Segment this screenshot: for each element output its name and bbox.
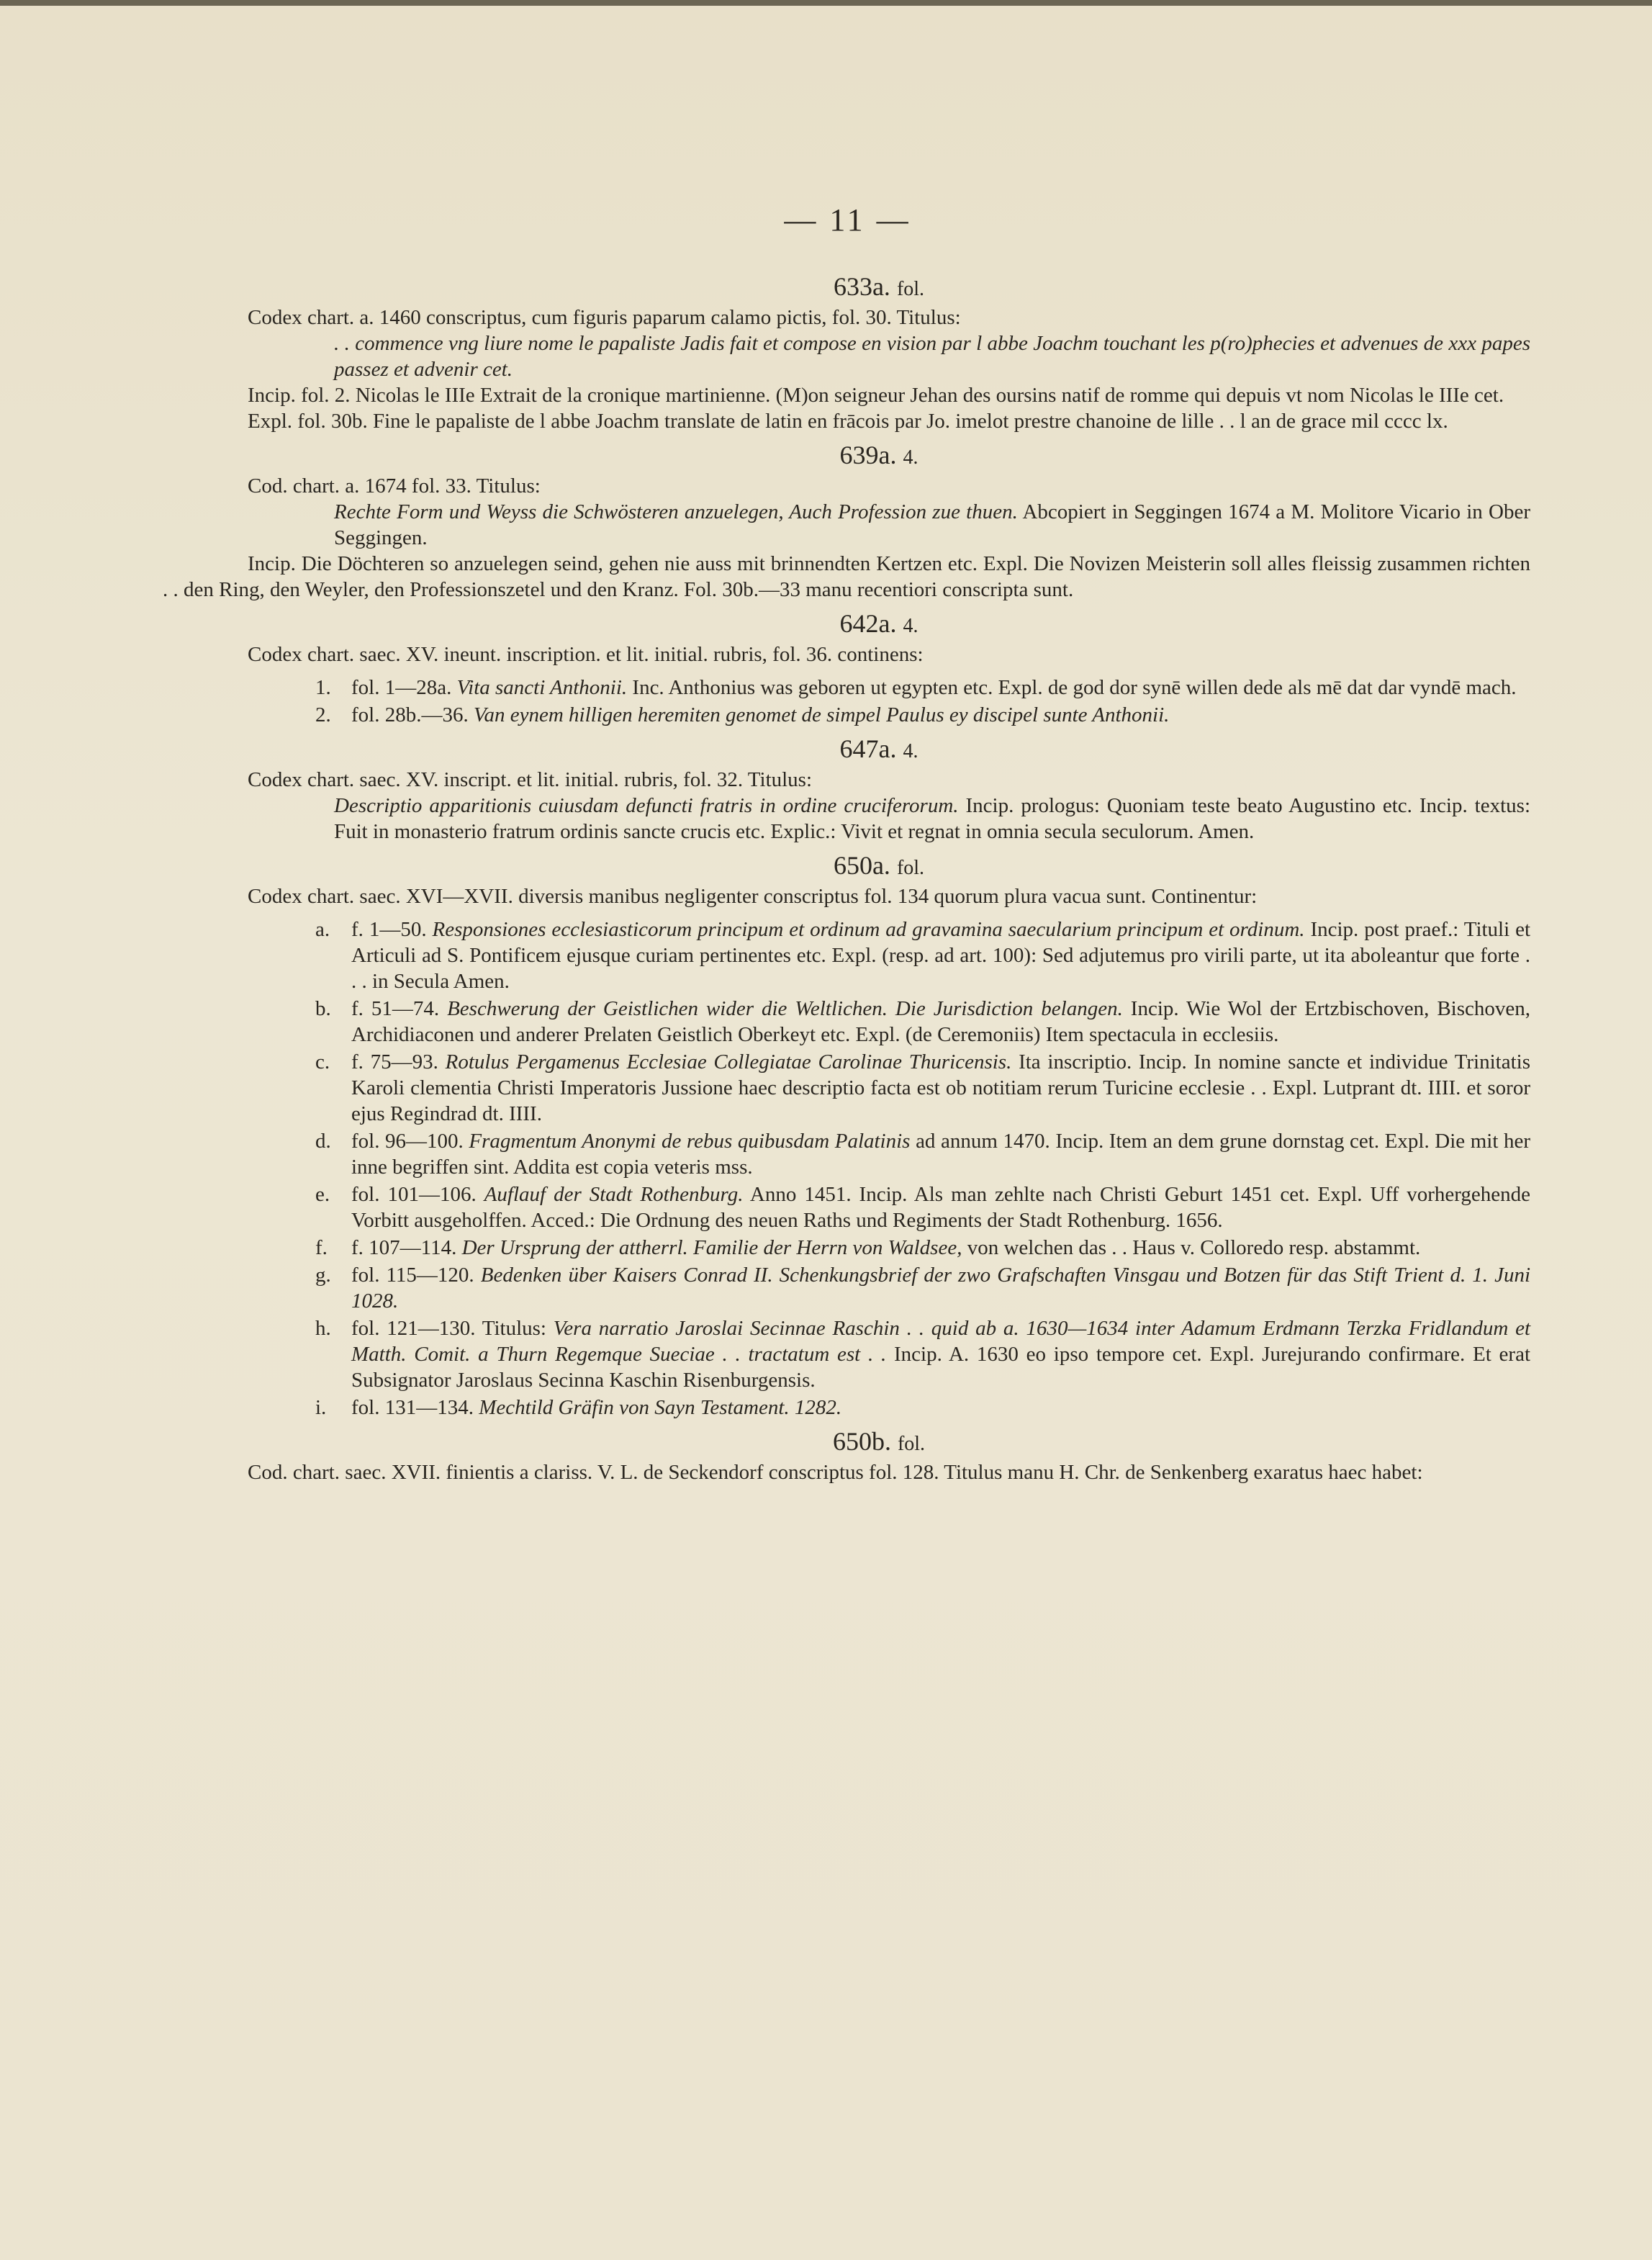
item-text: Incip. Wie Wol der Ertzbischoven, Bischoven, Archidiaconen und anderer Prelaten Geistlich Oberkeyt etc. Expl. (de Ceremoniis) Item spectacula in ecclesiis. — [351, 997, 1530, 1046]
entry-description: Codex chart. a. 1460 conscriptus, cum figuris paparum calamo pictis, fol. 30. Titulus: — [248, 306, 961, 329]
entry-number: 639a. — [839, 441, 897, 469]
item-title: Responsiones ecclesiasticorum principum et ordinum ad gravamina saecularium principum et ordinum. — [432, 918, 1305, 941]
entry-incipit: Incip. Die Döchteren so anzuelegen seind, gehen nie auss mit brinnendten Kertzen etc. Expl. Die Novizen Meisterin soll alles fleissig zusammen richten . . den Ring, den Weyler, den Professionszetel und den Kranz. Fol. 30b.—33 manu recentiori conscripta sunt. — [163, 552, 1530, 601]
item-marker: f. — [315, 1236, 328, 1259]
item-marker: h. — [315, 1317, 331, 1340]
entry-title-quote — [163, 793, 1530, 845]
entry-number: 642a. — [839, 609, 897, 638]
entry-format: fol. — [896, 857, 925, 879]
list-item — [163, 1235, 1530, 1261]
item-marker: a. — [315, 918, 330, 941]
entry-number: 650a. — [833, 851, 890, 880]
entry-heading — [163, 440, 1530, 470]
entry-format: fol. — [897, 1433, 926, 1455]
item-marker: d. — [315, 1130, 331, 1153]
entry-title-italic: Descriptio apparitionis cuiusdam defuncti fratris in ordine cruciferorum. — [334, 794, 959, 817]
list-item — [163, 1181, 1530, 1233]
item-folio: fol. 1—28a. — [351, 676, 452, 699]
item-text: von welchen das . . Haus v. Colloredo resp. abstammt. — [967, 1236, 1421, 1259]
list-item — [163, 1049, 1530, 1127]
entry-format: 4. — [903, 615, 918, 637]
item-text: Incip. A. 1630 eo ipso tempore cet. Expl. Jurejurando confirmare. Et erat Subsignator Jaroslaus Secinna Kaschin Risenburgensis. — [351, 1343, 1531, 1392]
entry-heading — [163, 1426, 1530, 1457]
item-folio: f. 75—93. — [351, 1050, 438, 1073]
entry-title-italic: Rechte Form und Weyss die Schwösteren anzuelegen, Auch Profession zue thuen. — [334, 500, 1018, 523]
entry-description: Cod. chart. saec. XVII. finientis a clariss. V. L. de Seckendorf conscriptus fol. 128. Titulus manu H. Chr. de Senkenberg exaratus haec habet: — [248, 1461, 1423, 1484]
entry-explicit: Expl. fol. 30b. Fine le papaliste de l abbe Joachm translate de latin en frācois par Jo. imelot prestre chanoine de lille . . l an de grace mil cccc lx. — [248, 410, 1448, 433]
entry-650a — [163, 850, 1530, 1421]
entry-description: Cod. chart. a. 1674 fol. 33. Titulus: — [248, 474, 541, 498]
entry-number: 650b. — [832, 1427, 891, 1456]
entry-650b — [163, 1426, 1530, 1485]
item-title: Beschwerung der Geistlichen wider die Weltlichen. Die Jurisdiction belangen. — [447, 997, 1123, 1020]
entry-number: 647a. — [839, 734, 897, 763]
item-marker: e. — [315, 1183, 330, 1206]
item-title: Vera narratio Jaroslai Secinnae Raschin . . quid ab a. 1630—1634 inter Adamum Erdmann Terzka Fridlandum et Matth. Comit. a Thurn Regemque Sueciae . . tractatum est . . — [351, 1317, 1531, 1366]
item-title: Mechtild Gräfin von Sayn Testament. 1282. — [479, 1396, 842, 1419]
item-marker: i. — [315, 1396, 327, 1419]
item-title: Auflauf der Stadt Rothenburg. — [484, 1183, 744, 1206]
item-title: Bedenken über Kaisers Conrad II. Schenkungsbrief der zwo Grafschaften Vinsgau und Botzen für das Stift Trient d. 1. Juni 1028. — [351, 1264, 1531, 1313]
entry-format: 4. — [903, 446, 918, 469]
entry-format: 4. — [903, 740, 918, 762]
list-item — [163, 917, 1530, 994]
item-title: Vita sancti Anthonii. — [456, 676, 628, 699]
item-folio: fol. 121—130. Titulus: — [351, 1317, 546, 1340]
list-item — [163, 996, 1530, 1048]
page-number: — 11 — — [784, 202, 911, 238]
entry-639a — [163, 440, 1530, 603]
item-folio: fol. 115—120. — [351, 1264, 474, 1287]
list-item — [163, 1395, 1530, 1421]
item-marker: 1. — [315, 676, 331, 699]
list-item — [163, 1262, 1530, 1314]
entry-title-note: Abcopiert in Seggingen 1674 a M. Molitore Vicario in Ober Seggingen. — [334, 500, 1530, 549]
page-top-edge — [0, 0, 1652, 6]
item-marker: c. — [315, 1050, 330, 1073]
item-marker: b. — [315, 997, 331, 1020]
entry-heading — [163, 271, 1530, 302]
list-item — [163, 1315, 1530, 1393]
item-folio: fol. 131—134. — [351, 1396, 474, 1419]
page-content — [163, 202, 1530, 1485]
entry-heading — [163, 850, 1530, 881]
item-marker: 2. — [315, 703, 331, 726]
item-marker: g. — [315, 1264, 331, 1287]
item-title: Rotulus Pergamenus Ecclesiae Collegiatae Carolinae Thuricensis. — [445, 1050, 1012, 1073]
entry-heading — [163, 608, 1530, 639]
item-text: Anno 1451. Incip. Als man zehlte nach Christi Geburt 1451 cet. Expl. Uff vorhergehende Vorbitt ausgeholffen. Acced.: Die Ordnung des neuen Raths und Regiments der Stadt Rothenburg. 1656. — [351, 1183, 1531, 1232]
entry-title-quote — [163, 499, 1530, 551]
entry-incipit: Incip. prologus: Quoniam teste beato Augustino etc. Incip. textus: Fuit in monasterio fratrum ordinis sancte crucis etc. Explic.: Vivit et regnat in omnia secula seculorum. Amen. — [334, 794, 1531, 843]
entry-title-quote: . . commence vng liure nome le papaliste Jadis fait et compose en vision par l abbe Joachm touchant les p(ro)phecies et advenues de xxx papes passez et advenir cet. — [334, 332, 1530, 381]
entry-description: Codex chart. saec. XVI—XVII. diversis manibus negligenter conscriptus fol. 134 quorum plura vacua sunt. Continentur: — [248, 885, 1258, 908]
contents-list — [163, 917, 1530, 1421]
item-folio: fol. 28b.—36. — [351, 703, 469, 726]
entry-description: Codex chart. saec. XV. ineunt. inscription. et lit. initial. rubris, fol. 36. continens: — [248, 643, 924, 666]
item-text: ad annum 1470. Incip. Item an dem grune dornstag cet. Expl. Die mit her inne begriffen sint. Addita est copia veteris mss. — [351, 1130, 1531, 1179]
item-folio: fol. 96—100. — [351, 1130, 464, 1153]
entry-647a — [163, 734, 1530, 845]
item-folio: f. 51—74. — [351, 997, 440, 1020]
entry-number: 633a. — [833, 272, 890, 301]
entry-heading — [163, 734, 1530, 764]
item-text: Incip. post praef.: Tituli et Articuli ad S. Pontificem ejusque curiam pertinentes etc. Expl. (resp. ad art. 100): Sed adjutemus pro virili parte, ut ita aboleantur que forte . . . in Secula Amen. — [351, 918, 1531, 993]
entry-incipit: Incip. fol. 2. Nicolas le IIIe Extrait de la cronique martinienne. (M)on seigneur Jehan des oursins natif de romme qui depuis vt nom Nicolas le IIIe cet. — [248, 384, 1504, 407]
item-folio: f. 107—114. — [351, 1236, 457, 1259]
item-title: Der Ursprung der attherrl. Familie der Herrn von Waldsee, — [461, 1236, 962, 1259]
entry-633a — [163, 271, 1530, 434]
item-folio: fol. 101—106. — [351, 1183, 477, 1206]
contents-list — [163, 675, 1530, 728]
entry-format: fol. — [896, 278, 925, 300]
item-folio: f. 1—50. — [351, 918, 427, 941]
item-title: Van eynem hilligen heremiten genomet de simpel Paulus ey discipel sunte Anthonii. — [473, 703, 1170, 726]
entry-642a — [163, 608, 1530, 728]
item-title: Fragmentum Anonymi de rebus quibusdam Palatinis — [469, 1130, 911, 1153]
item-text: Ita inscriptio. Incip. In nomine sancte et individue Trinitatis Karoli clementia Christi Imperatoris Jussione haec descriptio facta est ob notitiam rerum Turicine ecclesie . . Expl. Lutprant dt. IIII. et soror ejus Regindrad dt. IIII. — [351, 1050, 1530, 1125]
item-text: Inc. Anthonius was geboren ut egypten etc. Expl. de god dor synē willen dede als mē dat dar vyndē mach. — [632, 676, 1517, 699]
list-item — [163, 1128, 1530, 1180]
list-item — [163, 702, 1530, 728]
entry-description: Codex chart. saec. XV. inscript. et lit. initial. rubris, fol. 32. Titulus: — [248, 768, 813, 791]
list-item — [163, 675, 1530, 701]
